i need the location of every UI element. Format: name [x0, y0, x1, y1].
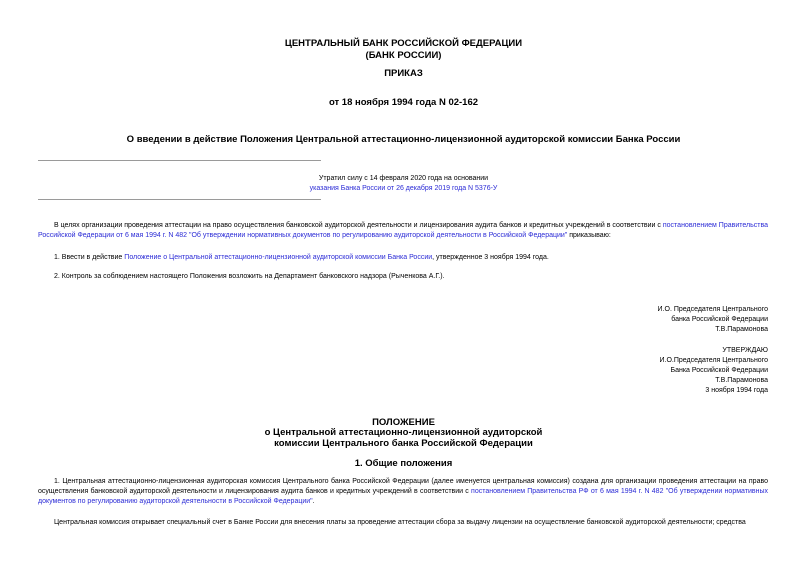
item-2: 2. Контроль за соблюдением настоящего Положения возложить на Департамент банковского надзора (Рыченкова А.Г.). [54, 273, 445, 280]
regulation-paragraph-1 [38, 477, 768, 507]
approval-title-1: И.О.Председателя Центрального [659, 357, 768, 364]
item-1 [54, 253, 768, 263]
regulation-paragraph-2: Центральная комиссия открывает специальный счет в Банке России для внесения платы за проведение аттестации сбора за выдачу лицензии на осуществление банковской аудиторской деятельности; средства [54, 519, 746, 526]
paragraph-1-end: . [312, 498, 315, 505]
org-abbr: (БАНК РОССИИ) [365, 50, 442, 61]
preamble-text-end: приказываю: [567, 232, 611, 239]
item-1-suffix: , утвержденное 3 ноября 1994 года. [432, 254, 549, 261]
regulation-subtitle-2: комиссии Центрального банка Российской Федерации [274, 438, 533, 449]
status-note: Утратил силу с 14 февраля 2020 года на основании [318, 175, 489, 182]
government-decree-link[interactable]: постановлением Правительства Российской Федерации от 6 мая 1994 г. N 482 "Об утверждении нормативных документов по регулированию аудиторской деятельности в Российской Федерации" [38, 222, 768, 239]
regulation-subtitle-1: о Центральной аттестационно-лицензионной аудиторской [264, 427, 543, 438]
government-decree-link-2[interactable]: постановлением Правительства РФ от 6 мая 1994 г. N 482 "Об утверждении нормативных документов по регулированию аудиторской деятельности в Российской Федерации" [38, 488, 768, 505]
preamble-text: В целях организации проведения аттестации на право осуществления банковской аудиторской деятельности и лицензирования аудита банков и кредитных учреждений в соответствии с [54, 222, 663, 229]
signature-name: Т.В.Парамонова [715, 326, 768, 333]
repeal-link[interactable]: указания Банка России от 26 декабря 2019 года N 5376-У [309, 185, 498, 192]
preamble [38, 221, 768, 241]
regulation-link[interactable]: Положение о Центральной аттестационно-лицензионной аудиторской комиссии Банка России [124, 254, 433, 261]
approval-name: Т.В.Парамонова [715, 377, 768, 384]
approval-title-2: Банка Российской Федерации [670, 367, 768, 374]
approval-date: 3 ноября 1994 года [705, 387, 768, 394]
status-link-line [0, 184, 807, 194]
doc-title: О введении в действие Положения Центральной аттестационно-лицензионной аудиторской комиссии Банка России [126, 134, 681, 145]
divider-top [38, 160, 321, 161]
doc-date-number: от 18 ноября 1994 года N 02-162 [328, 97, 479, 108]
org-name: ЦЕНТРАЛЬНЫЙ БАНК РОССИЙСКОЙ ФЕДЕРАЦИИ [284, 38, 523, 49]
item-1-prefix: 1. Ввести в действие [54, 254, 125, 261]
approval-heading: УТВЕРЖДАЮ [722, 347, 768, 354]
paragraph-1-text: 1. Центральная аттестационно-лицензионная аудиторская комиссия Центрального банка Российской Федерации (далее именуется центральная комиссия) создана для организации проведения аттестации на право осуществления банковской аудиторской деятельности и лицензирования аудита банков и кредитных учреждений в соответствии с [38, 478, 768, 495]
divider-bottom [38, 199, 321, 200]
signature-title-2: банка Российской Федерации [671, 316, 768, 323]
signature-title-1: И.О. Председателя Центрального [657, 306, 768, 313]
regulation-title: ПОЛОЖЕНИЕ [372, 417, 435, 428]
doc-type: ПРИКАЗ [384, 68, 423, 79]
section-heading: 1. Общие положения [354, 458, 453, 469]
